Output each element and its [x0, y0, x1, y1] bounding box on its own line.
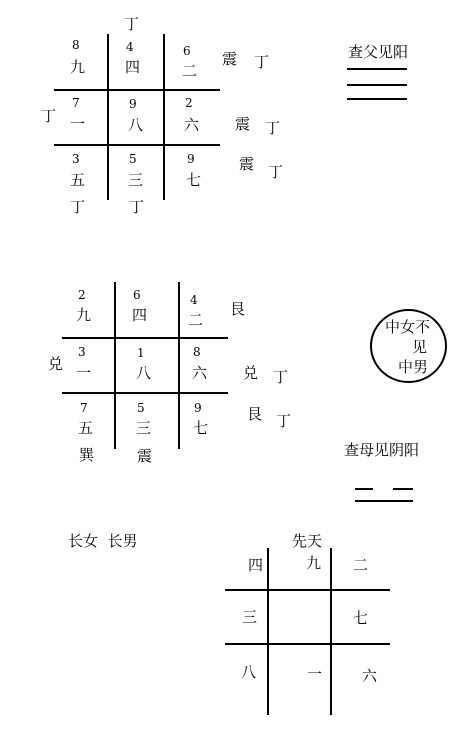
grid3-cell-text: 三 — [242, 608, 258, 626]
grid1-cell-text: 五 — [70, 171, 86, 189]
grid1-cell-num: 3 — [72, 152, 80, 166]
grid1-vline-2 — [163, 34, 165, 200]
grid2-right-trigram: 艮 — [247, 405, 263, 423]
grid2-cell-text: 三 — [136, 419, 152, 437]
circle-note-line3: 中男 — [398, 358, 429, 376]
grid2-cell-num: 3 — [78, 345, 86, 359]
grid2-right-trigram: 兑 — [243, 364, 259, 382]
grid2-cell-num: 1 — [137, 346, 145, 360]
grid1-cell-text: 四 — [125, 58, 141, 76]
grid2-cell-num: 4 — [190, 293, 198, 307]
grid3-hline-2 — [225, 643, 390, 645]
grid1-right-stem: 丁 — [254, 53, 270, 71]
trigram-yang-line-1 — [347, 68, 407, 70]
grid1-hline-1 — [54, 89, 220, 91]
grid1-left-label: 丁 — [41, 107, 57, 125]
grid2-cell-text: 八 — [136, 364, 152, 382]
grid1-cell-num: 7 — [72, 96, 80, 110]
grid1-cell-num: 9 — [129, 97, 137, 111]
grid2-vline-2 — [178, 282, 180, 449]
grid2-bottom-label: 巽 — [79, 446, 95, 464]
grid3-vline-1 — [267, 548, 269, 715]
grid1-cell-text: 七 — [186, 171, 202, 189]
grid2-right-stem: 丁 — [273, 368, 289, 386]
grid1-cell-num: 9 — [187, 152, 195, 166]
trigram-yin-line-left — [355, 488, 373, 490]
grid3-cell-text: 七 — [353, 609, 369, 627]
grid1-bottom-label: 丁 — [129, 198, 145, 216]
grid1-bottom-label: 丁 — [70, 198, 86, 216]
grid2-right-stem: 丁 — [276, 412, 292, 430]
grid3-cell-text: 一 — [307, 665, 323, 683]
grid1-hline-2 — [54, 144, 220, 146]
circle-note-line2: 见 — [412, 338, 428, 356]
grid1-cell-num: 4 — [126, 40, 134, 54]
trigram-yang-line-2 — [347, 84, 407, 86]
grid2-cell-text: 九 — [76, 306, 92, 324]
trigram-yang-line-3 — [347, 98, 407, 100]
grid2-hline-1 — [62, 337, 228, 339]
grid2-hline-2 — [62, 392, 228, 394]
grid2-cell-text: 四 — [132, 306, 148, 324]
grid2-cell-text: 一 — [76, 364, 92, 382]
grid2-cell-num: 8 — [193, 345, 201, 359]
grid1-right-trigram: 震 — [239, 155, 255, 173]
grid2-right-trigram: 艮 — [230, 300, 246, 318]
grid2-bottom-label: 震 — [137, 447, 153, 465]
grid1-cell-text: 二 — [182, 62, 198, 80]
grid1-cell-num: 8 — [72, 38, 80, 52]
grid1-right-trigram: 震 — [235, 115, 251, 133]
bottom-left-label: 长女 长男 — [68, 532, 138, 550]
grid2-cell-text: 二 — [188, 311, 204, 329]
grid3-cell-text: 八 — [241, 663, 257, 681]
grid2-cell-text: 六 — [192, 364, 208, 382]
grid1-cell-text: 一 — [70, 115, 86, 133]
grid2-cell-text: 五 — [78, 419, 94, 437]
grid2-cell-text: 七 — [193, 419, 209, 437]
note1-title: 查父见阳 — [348, 43, 409, 61]
grid3-vline-2 — [330, 548, 332, 715]
grid2-cell-num: 9 — [194, 401, 202, 415]
grid1-cell-text: 六 — [184, 116, 200, 134]
grid1-vline-1 — [107, 34, 109, 200]
grid3-cell-text: 四 — [248, 556, 264, 574]
grid1-cell-text: 八 — [128, 116, 144, 134]
grid1-cell-num: 2 — [185, 96, 193, 110]
grid1-cell-text: 三 — [128, 171, 144, 189]
grid2-cell-num: 7 — [80, 401, 88, 415]
grid3-title: 先天 — [292, 532, 323, 550]
grid2-cell-num: 6 — [133, 288, 141, 302]
grid1-cell-num: 6 — [183, 44, 191, 58]
grid2-cell-num: 2 — [78, 288, 86, 302]
grid1-top-label: 丁 — [124, 15, 140, 33]
trigram-yang-line — [355, 500, 413, 502]
grid1-right-stem: 丁 — [268, 163, 284, 181]
note2-title: 查母见阴阳 — [344, 441, 420, 459]
trigram-yin-line-right — [393, 488, 413, 490]
grid1-right-stem: 丁 — [265, 119, 281, 137]
grid3-hline-1 — [225, 589, 390, 591]
grid2-vline-1 — [114, 282, 116, 449]
grid1-cell-num: 5 — [129, 152, 137, 166]
grid1-right-trigram: 震 — [222, 50, 238, 68]
circle-note-line1: 中女不 — [385, 318, 431, 336]
grid1-cell-text: 九 — [70, 58, 86, 76]
grid3-cell-text: 六 — [362, 667, 378, 685]
grid2-cell-num: 5 — [137, 401, 145, 415]
grid2-left-label: 兑 — [48, 355, 64, 373]
grid3-cell-text: 二 — [353, 556, 369, 574]
grid3-cell-text: 九 — [306, 554, 322, 572]
